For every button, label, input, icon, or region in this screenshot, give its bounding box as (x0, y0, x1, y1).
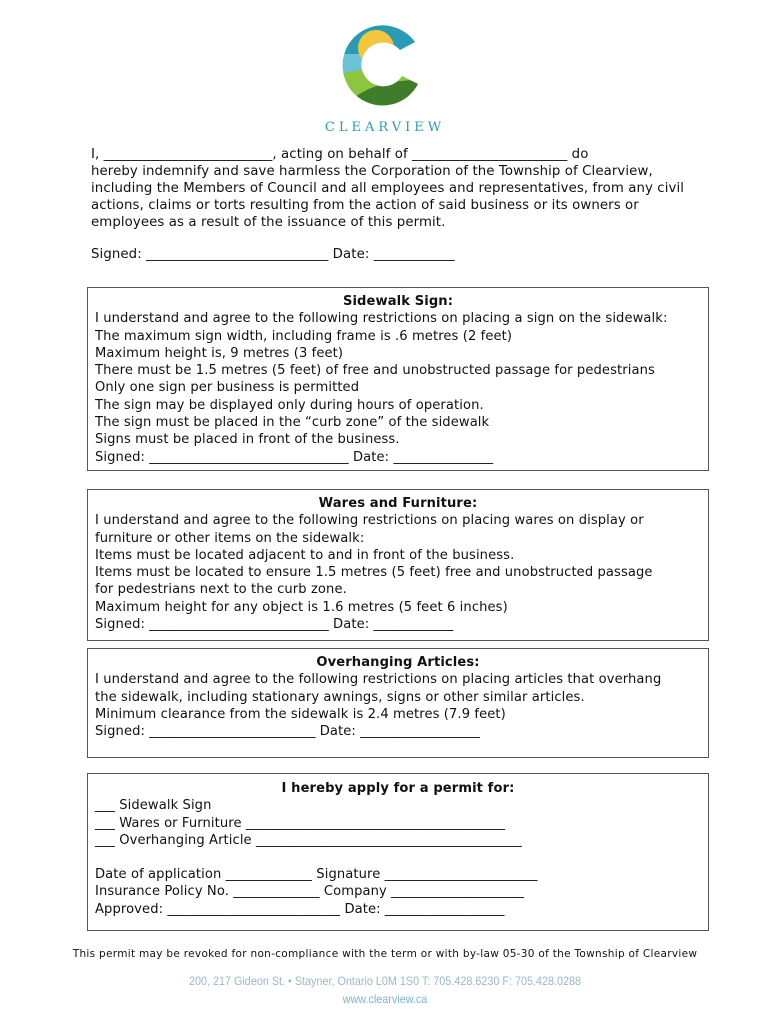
indemnity-paragraph (91, 146, 711, 231)
sidewalk-sign-line: I understand and agree to the following restrictions on placing a sign on the sidewalk: (95, 311, 668, 327)
sidewalk-sign-line: The maximum sign width, including frame is .6 metres (2 feet) (95, 328, 513, 344)
indemnity-line: actions, claims or torts resulting from the action of said business or its owners or (91, 198, 639, 213)
indemnity-line: employees as a result of the issuance of this permit. (91, 215, 446, 230)
wares-furniture-line: Items must be located to ensure 1.5 metres (5 feet) free and unobstructed passage (95, 565, 653, 581)
permit-application-section (87, 773, 709, 931)
sidewalk-sign-line: There must be 1.5 metres (5 feet) of free and unobstructed passage for pedestrians (95, 363, 655, 379)
wares-furniture-line: furniture or other items on the sidewalk: (95, 530, 365, 546)
wares-furniture-line: for pedestrians next to the curb zone. (95, 582, 347, 598)
sidewalk-sign-line: The sign must be placed in the “curb zone” of the sidewalk (95, 415, 490, 431)
overhanging-articles-signature: Signed: _________________________ Date: __________________ (95, 724, 480, 740)
overhanging-articles-heading: Overhanging Articles: (316, 655, 480, 670)
wares-furniture-heading: Wares and Furniture: (318, 496, 478, 511)
permit-option-overhanging-article: ___ Overhanging Article ________________________________________ (95, 832, 522, 848)
sidewalk-sign-line: The sign may be displayed only during hours of operation. (95, 397, 484, 413)
sidewalk-sign-heading: Sidewalk Sign: (342, 294, 454, 309)
overhanging-articles-line: Minimum clearance from the sidewalk is 2.4 metres (7.9 feet) (95, 706, 506, 722)
wares-furniture-section (87, 489, 709, 641)
township-address: 200, 217 Gideon St. • Stayner, Ontario L0M 1S0 T: 705.428.6230 F: 705.428.0288 (188, 974, 582, 988)
approval-line: Approved: __________________________ Date: __________________ (95, 901, 505, 917)
overhanging-articles-section (87, 648, 709, 758)
wares-furniture-signature: Signed: ___________________________ Date: ____________ (95, 617, 454, 633)
township-website: www.clearview.ca (342, 992, 428, 1006)
clearview-logo (0, 14, 770, 138)
wares-furniture-line: I understand and agree to the following restrictions on placing wares on display or (95, 513, 644, 529)
sidewalk-sign-line: Only one sign per business is permitted (95, 380, 360, 396)
sidewalk-sign-signature: Signed: ______________________________ Date: _______________ (95, 449, 494, 465)
clearview-emblem-icon (330, 14, 440, 114)
indemnity-line: including the Members of Council and all employees and representatives, from any civil (91, 181, 685, 196)
application-date-signature: Date of application _____________ Signature _______________________ (95, 867, 538, 883)
indemnity-signature-line: Signed: ___________________________ Date: ____________ (91, 247, 455, 262)
indemnity-line: hereby indemnify and save harmless the Corporation of the Township of Clearview, (91, 164, 653, 179)
wares-furniture-line: Maximum height for any object is 1.6 metres (5 feet 6 inches) (95, 599, 508, 615)
permit-option-wares-furniture: ___ Wares or Furniture _______________________________________ (95, 815, 506, 831)
clearview-wordmark: CLEARVIEW (324, 120, 446, 135)
indemnity-line: I, _________________________, acting on behalf of _______________________ do (91, 147, 589, 162)
sidewalk-sign-line: Signs must be placed in front of the business. (95, 432, 400, 448)
permit-option-sidewalk-sign: ___ Sidewalk Sign (95, 798, 212, 814)
permit-application-heading: I hereby apply for a permit for: (281, 781, 515, 796)
insurance-company-line: Insurance Policy No. _____________ Company ____________________ (95, 884, 525, 900)
overhanging-articles-line: I understand and agree to the following restrictions on placing articles that overhang (95, 672, 662, 688)
overhanging-articles-line: the sidewalk, including stationary awnings, signs or other similar articles. (95, 689, 585, 705)
sidewalk-sign-section (87, 287, 709, 471)
wares-furniture-line: Items must be located adjacent to and in front of the business. (95, 547, 515, 563)
revocation-note: This permit may be revoked for non-compliance with the term or with by-law 05-30 of the Township of Clearview (72, 948, 698, 960)
sidewalk-sign-line: Maximum height is, 9 metres (3 feet) (95, 345, 344, 361)
